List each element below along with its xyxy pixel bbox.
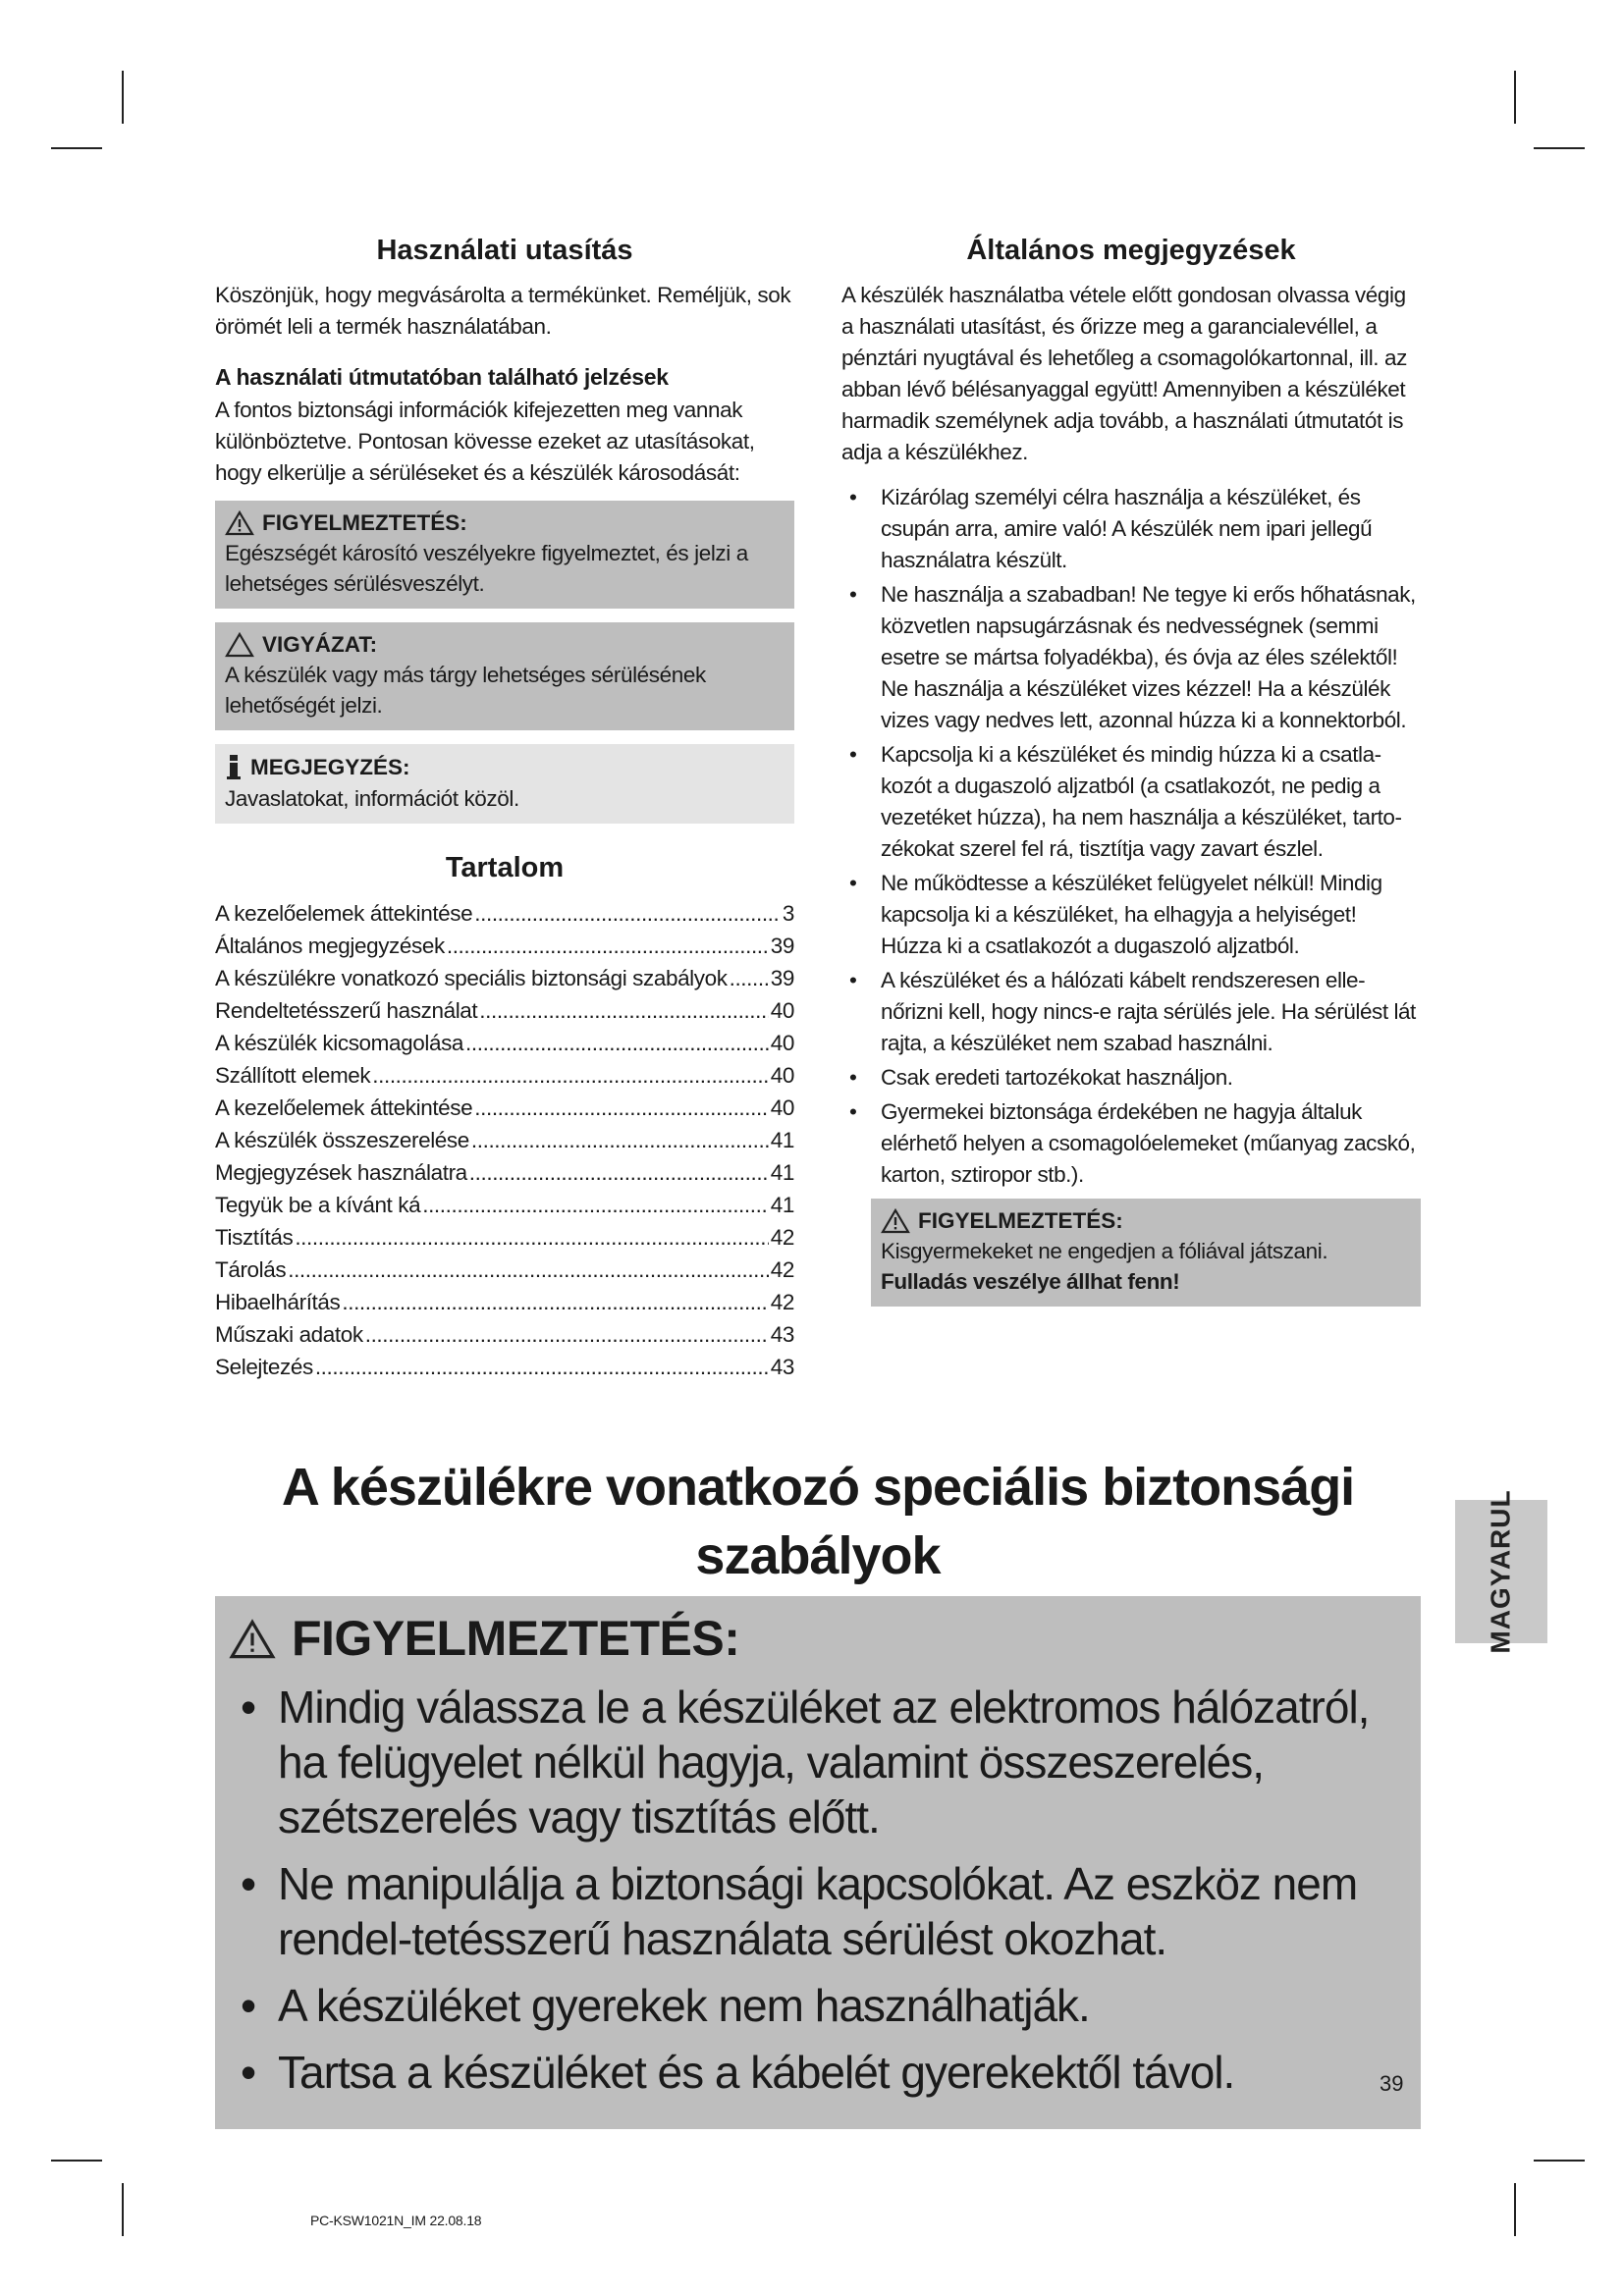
language-tab <box>1455 1489 1547 1654</box>
caution-title <box>225 632 785 658</box>
bullet-dot: • <box>241 1979 256 2031</box>
list-item-text: Kapcsolja ki a készüléket és mindig húzza ki a csatla-kozót a dugaszoló aljzatból (a csatlakozót, ne pedig a vezetéket húzza), ha nem használja a készüléket, tarto-zékokat szerel fel rá, tisztítja vagy zavart észlel. <box>881 741 1402 861</box>
toc-row <box>215 1124 794 1156</box>
note-box <box>215 744 794 824</box>
safety-title: A készülékre vonatkozó speciális biztonsági szabályok <box>281 1458 1355 1586</box>
toc-leader <box>288 1254 769 1286</box>
toc-leader <box>474 897 781 930</box>
toc-label: Rendeltetésszerű használat <box>215 997 478 1023</box>
crop-mark <box>1534 147 1585 149</box>
toc-leader <box>730 962 769 994</box>
list-item <box>841 579 1421 736</box>
list-item <box>229 2045 1405 2100</box>
list-item <box>841 482 1421 576</box>
symbols-text: A fontos biztonsági információk kifejezetten meg vannak különböztetve. Pontosan kövesse ezeket az utasításokat, hogy elkerülje a sérüléseket és a készülék károsodását: <box>215 397 755 485</box>
list-item-text: Ne működtesse a készüléket felügyelet nélkül! Mindig kapcsolja ki a készüléket, ha elhagyja a helyiséget! Húzza ki a csatlakozót a dugaszoló aljzatból. <box>881 870 1382 958</box>
toc-row <box>215 962 794 994</box>
table-of-contents <box>215 897 794 1383</box>
toc-title: Tartalom <box>445 851 565 883</box>
toc-page: 40 <box>770 1062 794 1088</box>
toc-page: 42 <box>770 1289 794 1314</box>
toc-page: 43 <box>770 1321 794 1347</box>
packaging-warning-line: Kisgyermekeket ne engedjen a fóliával játszani. <box>881 1238 1328 1263</box>
bullet-dot: • <box>849 581 857 607</box>
bullet-dot: • <box>849 741 857 767</box>
bullet-dot: • <box>241 1681 256 1733</box>
left-column <box>215 234 794 1383</box>
footer-code: PC-KSW1021N_IM 22.08.18 <box>310 2213 482 2228</box>
toc-label: A készülék összeszerelése <box>215 1127 469 1152</box>
list-item <box>229 1978 1405 2033</box>
toc-leader <box>479 994 768 1027</box>
toc-page: 41 <box>770 1159 794 1185</box>
list-item <box>229 1856 1405 1966</box>
toc-label: Tegyük be a kívánt ká <box>215 1192 421 1217</box>
general-notes-intro: A készülék használatba vétele előtt gondosan olvassa végig a használati utasítást, és őrizze meg a garancialevéllel, a pénztári nyugtával és lehetőleg a csomagolókartonnal, ill. az abban lévő bélésanyaggal együtt! Amennyiben a készüléket harmadik személynek adja tovább, a használati útmutatót is adja a készülékhez. <box>841 282 1407 464</box>
general-notes-list <box>841 482 1421 1191</box>
packaging-warning-bold: Fulladás veszélye állhat fenn! <box>881 1268 1180 1294</box>
safety-warning-box <box>215 1596 1421 2129</box>
bullet-dot: • <box>849 967 857 992</box>
note-text: Javaslatokat, információt közöl. <box>225 785 519 811</box>
toc-page: 42 <box>770 1256 794 1282</box>
toc-label: A kezelőelemek áttekintése <box>215 900 473 926</box>
toc-page: 39 <box>770 965 794 990</box>
safety-list <box>229 1680 1405 2100</box>
list-item <box>841 1062 1421 1094</box>
crop-mark <box>1534 2160 1585 2162</box>
toc-leader <box>474 1092 769 1124</box>
intro-text: Köszönjük, hogy megvásárolta a termékünket. Reméljük, sok örömét leli a termék használatában. <box>215 282 791 339</box>
toc-label: Tisztítás <box>215 1224 294 1250</box>
toc-leader <box>315 1351 769 1383</box>
toc-label: Megjegyzések használatra <box>215 1159 467 1185</box>
safety-warning-title <box>229 1608 1405 1670</box>
bullet-dot: • <box>849 484 857 509</box>
toc-label: Általános megjegyzések <box>215 933 445 958</box>
list-item-text: Ne manipulálja a biztonsági kapcsolókat. Az eszköz nem rendel-tetésszerű használata sérülést okozhat. <box>278 1857 1358 1964</box>
warning-title-text: FIGYELMEZTETÉS: <box>262 509 467 535</box>
toc-page: 43 <box>770 1354 794 1379</box>
caution-triangle-icon <box>225 632 254 658</box>
list-item <box>841 739 1421 865</box>
list-item <box>841 1096 1421 1191</box>
warning-title <box>225 510 785 536</box>
toc-row <box>215 994 794 1027</box>
toc-row <box>215 1059 794 1092</box>
bullet-dot: • <box>849 1064 857 1090</box>
toc-label: Selejtezés <box>215 1354 313 1379</box>
toc-label: Hibaelhárítás <box>215 1289 341 1314</box>
safety-section <box>215 1453 1421 2129</box>
toc-row <box>215 1318 794 1351</box>
list-item-text: Ne használja a szabadban! Ne tegye ki erős hőhatásnak, közvetlen napsugárzásnak és nedvességnek (semmi esetre se mártsa folyadékba), és óvja az éles szélektől! Ne használja a készüléket vizes kézzel! Ha a készülék vizes vagy nedves lett, azonnal húzza ki a konnektorból. <box>881 581 1416 732</box>
toc-row <box>215 897 794 930</box>
list-item-text: Tartsa a készüléket és a kábelét gyerekektől távol. <box>278 2046 1235 2098</box>
toc-row <box>215 1092 794 1124</box>
note-title <box>225 754 785 781</box>
toc-row <box>215 1189 794 1221</box>
toc-leader <box>471 1124 769 1156</box>
toc-row <box>215 1286 794 1318</box>
list-item <box>229 1680 1405 1844</box>
crop-mark <box>51 147 102 149</box>
packaging-warning-title-text: FIGYELMEZTETÉS: <box>918 1207 1123 1233</box>
toc-leader <box>422 1189 769 1221</box>
toc-page: 41 <box>770 1127 794 1152</box>
caution-text: A készülék vagy más tárgy lehetséges sérülésének lehetőségét jelzi. <box>225 662 706 718</box>
toc-row <box>215 1156 794 1189</box>
toc-row <box>215 930 794 962</box>
crop-mark <box>1514 71 1516 124</box>
bullet-dot: • <box>849 1098 857 1124</box>
warning-triangle-icon <box>225 510 254 536</box>
toc-leader <box>365 1318 769 1351</box>
toc-leader <box>465 1027 769 1059</box>
toc-label: A készülék kicsomagolása <box>215 1030 464 1055</box>
list-item-text: A készüléket gyerekek nem használhatják. <box>278 1979 1090 2031</box>
warning-triangle-icon <box>229 1619 276 1660</box>
bullet-dot: • <box>849 870 857 895</box>
crop-mark <box>122 71 124 124</box>
toc-label: A készülékre vonatkozó speciális biztonsági szabályok <box>215 965 728 990</box>
toc-label: A kezelőelemek áttekintése <box>215 1095 473 1120</box>
toc-label: Tárolás <box>215 1256 287 1282</box>
toc-page: 42 <box>770 1224 794 1250</box>
list-item-text: Kizárólag személyi célra használja a készüléket, és csupán arra, amire való! A készülék nem ipari jellegű használatra készült. <box>881 484 1373 572</box>
toc-page: 40 <box>770 1030 794 1055</box>
note-title-text: MEGJEGYZÉS: <box>250 754 410 779</box>
toc-row <box>215 1221 794 1254</box>
crop-mark <box>122 2183 124 2236</box>
info-icon <box>225 754 243 781</box>
toc-page: 39 <box>770 933 794 958</box>
list-item-text: Csak eredeti tartozékokat használjon. <box>881 1064 1233 1090</box>
toc-leader <box>342 1286 768 1318</box>
manual-title: Használati utasítás <box>376 235 633 266</box>
list-item-text: Gyermekei biztonsága érdekében ne hagyja általuk elérhető helyen a csomagolóelemeket (műanyag zacskó, karton, sztiropor stb.). <box>881 1098 1416 1187</box>
crop-mark <box>51 2160 102 2162</box>
symbols-heading: A használati útmutatóban található jelzések <box>215 363 669 390</box>
caution-box <box>215 622 794 730</box>
warning-triangle-icon <box>881 1208 910 1234</box>
safety-warning-title-text: FIGYELMEZTETÉS: <box>292 1611 740 1667</box>
toc-leader <box>372 1059 768 1092</box>
toc-page: 3 <box>782 900 794 926</box>
crop-mark <box>1514 2183 1516 2236</box>
caution-title-text: VIGYÁZAT: <box>262 631 378 657</box>
toc-leader <box>295 1221 768 1254</box>
toc-leader <box>447 930 769 962</box>
toc-row <box>215 1254 794 1286</box>
bullet-dot: • <box>241 2046 256 2098</box>
bullet-dot: • <box>241 1857 256 1909</box>
toc-page: 41 <box>770 1192 794 1217</box>
toc-page: 40 <box>770 997 794 1023</box>
list-item <box>841 868 1421 962</box>
warning-text: Egészségét károsító veszélyekre figyelmeztet, és jelzi a lehetséges sérülésveszélyt. <box>225 540 748 596</box>
list-item-text: Mindig válassza le a készüléket az elektromos hálózatról, ha felügyelet nélkül hagyja, valamint összeszerelés, szétszerelés vagy tisztítás előtt. <box>278 1681 1370 1842</box>
toc-label: Műszaki adatok <box>215 1321 363 1347</box>
language-tab-label: MAGYARUL <box>1486 1489 1517 1654</box>
right-column <box>841 234 1421 1307</box>
toc-row <box>215 1351 794 1383</box>
list-item <box>841 965 1421 1059</box>
toc-row <box>215 1027 794 1059</box>
general-notes-title: Általános megjegyzések <box>966 235 1296 266</box>
packaging-warning-box <box>871 1199 1421 1307</box>
toc-page: 40 <box>770 1095 794 1120</box>
warning-box <box>215 501 794 609</box>
toc-label: Szállított elemek <box>215 1062 371 1088</box>
toc-leader <box>469 1156 769 1189</box>
packaging-warning-title <box>881 1208 1411 1234</box>
page-number: 39 <box>1380 2071 1404 2096</box>
packaging-warning-text <box>881 1236 1411 1297</box>
list-item-text: A készüléket és a hálózati kábelt rendszeresen elle-nőrizni kell, hogy nincs-e rajta sérülés jele. Ha sérülést lát rajta, a készüléket nem szabad használni. <box>881 967 1416 1055</box>
